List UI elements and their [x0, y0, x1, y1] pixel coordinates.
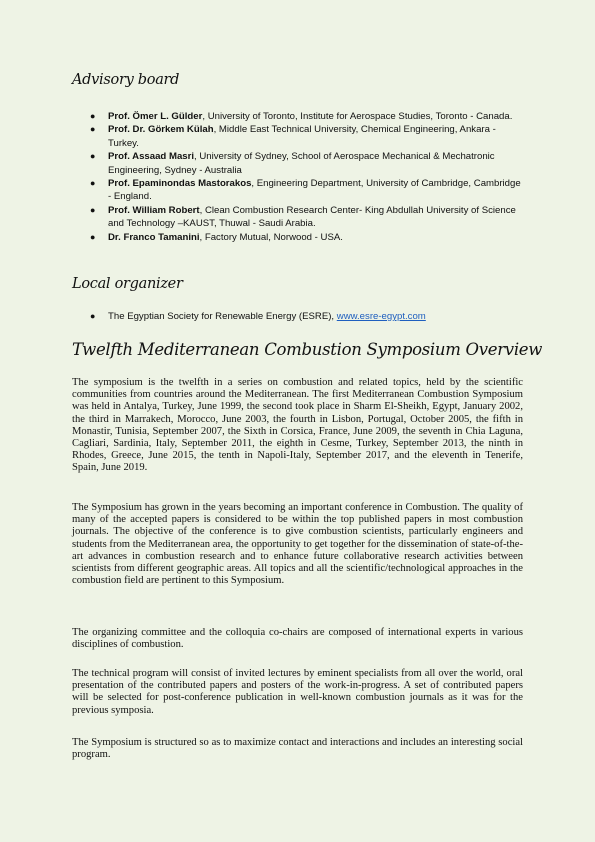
overview-paragraph: The technical program will consist of invited lectures by eminent specialists from all over the world, oral presentation of the contributed papers and posters of the work-in-progress. A set of contributed papers will be selected for post-conference publication in well-known combustion journals as it was for the previous symposia.	[72, 668, 523, 716]
member-affiliation: , University of Toronto, Institute for Aerospace Studies, Toronto - Canada.	[202, 111, 513, 122]
overview-paragraph: The symposium is the twelfth in a series on combustion and related topics, held by the scientific communities from countries around the Mediterranean. The first Mediterranean Combustion Symposium was held in Antalya, Turkey, June 1999, the second took place in Sharm El-Sheikh, Egypt, January 2002, the third in Marrakech, Morocco, June 2003, the fourth in Lisbon, Portugal, October 2005, the fifth in Monastir, Tunisia, September 2007, the Sixth in Corsica, France, June 2009, the seventh in Chia Laguna, Cagliari, Sardinia, Italy, September 2011, the eighth in Cesme, Turkey, September 2013, the ninth in Rhodes, Greece, June 2015, the tenth in Napoli-Italy, September 2017, and the eleventh in Tenerife, Spain, June 2019.	[72, 377, 523, 474]
list-item	[90, 177, 522, 204]
bullet-icon: ●	[90, 124, 96, 135]
list-item	[90, 310, 522, 323]
overview-paragraph: The organizing committee and the colloquia co-chairs are composed of international experts in various disciplines of combustion.	[72, 627, 523, 651]
member-affiliation: , Middle East Technical University, Chemical Engineering, Ankara - Turkey.	[108, 124, 496, 149]
overview-heading: Twelfth Mediterranean Combustion Symposium Overview	[72, 340, 543, 359]
bullet-icon: ●	[90, 111, 96, 121]
advisory-board-list	[90, 110, 522, 244]
overview-paragraph: The Symposium has grown in the years becoming an important conference in Combustion. The quality of many of the accepted papers is considered to be within the top published papers in most combustion journals. The objective of the conference is to give combustion scientists, particularly engineers and students from the Mediterranean area, the opportunity to get together for the dissemination of state-of-the-art advances in combustion research and to enhance future collaborative research activities between scientists from different geographic areas. All topics and all the scientific/technological approaches in the combustion field are pertinent to this Symposium.	[72, 502, 523, 587]
list-item	[90, 123, 522, 150]
list-item	[90, 150, 522, 177]
list-item	[90, 110, 522, 123]
member-affiliation: , Engineering Department, University of Cambridge, Cambridge - England.	[108, 178, 521, 203]
organizer-website-link[interactable]: www.esre-egypt.com	[336, 311, 426, 322]
local-organizer-list	[90, 310, 522, 323]
member-name: Dr. Franco Tamanini	[108, 231, 200, 243]
list-item	[90, 231, 522, 244]
bullet-icon: ●	[90, 178, 96, 189]
list-item	[90, 204, 522, 231]
member-name: Prof. Dr. Görkem Külah	[108, 124, 214, 136]
bullet-icon: ●	[90, 231, 96, 242]
advisory-board-heading: Advisory board	[72, 72, 180, 88]
organizer-text: The Egyptian Society for Renewable Energy (ESRE),	[108, 311, 337, 322]
member-affiliation: , Clean Combustion Research Center- King Abdullah University of Science and Technology –KAUST, Thuwal - Saudi Arabia.	[108, 204, 516, 230]
member-name: Prof. Ömer L. Gülder	[108, 111, 203, 122]
member-name: Prof. Assaad Masri	[108, 151, 195, 163]
bullet-icon: ●	[90, 151, 96, 162]
member-affiliation: , Factory Mutual, Norwood - USA.	[199, 231, 343, 243]
bullet-icon: ●	[90, 204, 96, 215]
bullet-icon: ●	[90, 311, 96, 321]
member-affiliation: , University of Sydney, School of Aerospace Mechanical & Mechatronic Engineering, Sydney - Australia	[108, 151, 495, 176]
overview-paragraph: The Symposium is structured so as to maximize contact and interactions and includes an interesting social program.	[72, 737, 523, 761]
member-name: Prof. William Robert	[108, 204, 200, 216]
member-name: Prof. Epaminondas Mastorakos	[108, 178, 252, 190]
local-organizer-heading: Local organizer	[72, 276, 183, 292]
